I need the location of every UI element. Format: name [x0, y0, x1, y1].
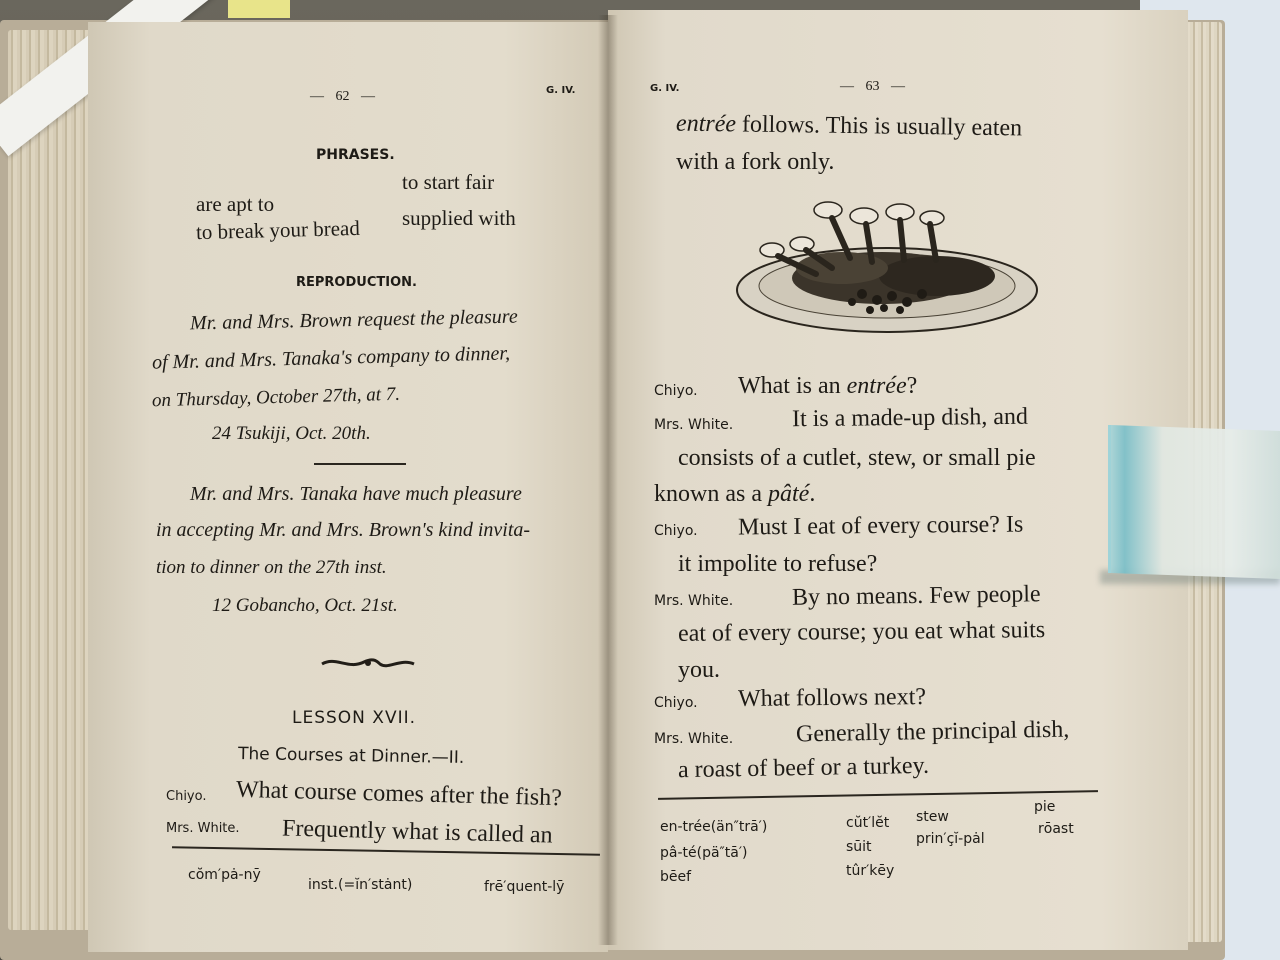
- dialogue-text: a roast of beef or a turkey.: [677, 752, 930, 784]
- page-number: 63: [865, 79, 880, 94]
- left-page: [88, 22, 608, 952]
- phrase-item: supplied with: [402, 206, 516, 230]
- invitation-address: 24 Tsukiji, Oct. 20th.: [212, 423, 371, 444]
- speaker-label: Chiyo.: [654, 523, 698, 539]
- speaker-label: Chiyo.: [654, 383, 698, 399]
- dialogue-text: It is a made-up dish, and: [791, 403, 1029, 433]
- reply-address: 12 Gobancho, Oct. 21st.: [212, 595, 398, 616]
- chapter-mark: G. IV.: [546, 85, 576, 96]
- opening-line: [676, 112, 1022, 141]
- phrase-item: to break your bread: [195, 215, 361, 245]
- book-gutter: [598, 15, 618, 945]
- reply-line: Mr. and Mrs. Tanaka have much pleasure: [190, 483, 522, 505]
- footnote-word: prin′çĭ-pȧl: [916, 831, 985, 847]
- footnote-word: tûr′kēy: [846, 863, 895, 879]
- dialogue-text: What course comes after the fish?: [235, 776, 563, 812]
- glass-page-weight: [1108, 425, 1280, 579]
- dialogue-text: Must I eat of every course? Is: [737, 511, 1024, 541]
- reply-line: tion to dinner on the 27th inst.: [156, 557, 387, 578]
- phrase-item: are apt to: [196, 192, 275, 216]
- footnote-word: pie: [1034, 799, 1056, 815]
- page-header-right: [840, 80, 905, 94]
- speaker-label: Mrs. White.: [654, 417, 734, 433]
- lesson-heading: LESSON XVII.: [292, 708, 417, 728]
- divider-rule: [314, 463, 406, 465]
- dialogue-text: Generally the principal dish,: [795, 716, 1070, 748]
- opening-line-2: with a fork only.: [676, 149, 835, 175]
- dialogue-text: known as a pâté.: [654, 481, 816, 507]
- phrases-heading: PHRASES.: [316, 147, 395, 163]
- footnote-rule: [658, 790, 1098, 800]
- footnote-word: inst.(=ĭn′stȧnt): [308, 877, 413, 893]
- page-header-left: [310, 90, 375, 104]
- footnote-word: bēef: [660, 869, 692, 885]
- right-page: [608, 10, 1188, 950]
- invitation-line: on Thursday, October 27th, at 7.: [151, 383, 401, 412]
- footnote-word: cŭt′lĕt: [846, 815, 890, 831]
- page-number: 62: [335, 89, 350, 104]
- footnote-word: stew: [916, 809, 949, 825]
- italic-term: pâté: [767, 481, 810, 507]
- page-edges-left: [8, 30, 98, 930]
- speaker-label: Mrs. White.: [654, 593, 734, 609]
- sticky-note: [228, 0, 290, 18]
- dialogue-text: By no means. Few people: [791, 581, 1041, 611]
- dash-left: —: [310, 89, 324, 104]
- footnote-word: cŏm′pȧ-nȳ: [188, 867, 261, 883]
- dialogue-text: you.: [678, 657, 720, 683]
- dialogue-text: consists of a cutlet, stew, or small pie: [678, 445, 1036, 471]
- footnote-word: en-trée(än″trā′): [660, 819, 768, 835]
- opening-rest: follows. This is usually eaten: [735, 111, 1023, 142]
- chapter-mark: G. IV.: [650, 83, 680, 94]
- dialogue-text: What is an entrée?: [738, 373, 918, 399]
- dialogue-text: What follows next?: [737, 684, 927, 712]
- phrase-item: to start fair: [402, 170, 495, 194]
- speaker-label: Chiyo.: [166, 789, 207, 804]
- dash-right: —: [891, 79, 905, 94]
- invitation-line: of Mr. and Mrs. Tanaka's company to dinner,: [151, 342, 511, 374]
- footnote-word: rōast: [1038, 821, 1074, 837]
- opening-italic-word: entrée: [675, 110, 737, 138]
- dash-right: —: [361, 89, 375, 104]
- footnote-word: frē′quent-lȳ: [484, 879, 565, 895]
- speaker-label: Chiyo.: [654, 695, 698, 711]
- speaker-label: Mrs. White.: [654, 731, 734, 747]
- dialogue-text: Frequently what is called an: [281, 815, 553, 849]
- lesson-title: The Courses at Dinner.—II.: [237, 744, 465, 768]
- dash-left: —: [840, 79, 854, 94]
- footnote-word: sūit: [846, 839, 872, 855]
- dialogue-text: eat of every course; you eat what suits: [677, 617, 1046, 647]
- plate-of-entree-illustration: [732, 198, 1042, 348]
- dialogue-text: it impolite to refuse?: [678, 551, 878, 577]
- speaker-label: Mrs. White.: [166, 821, 240, 836]
- ornament-flourish: [318, 652, 418, 674]
- footnote-word: pâ-té(pä″tā′): [660, 845, 748, 861]
- invitation-line: Mr. and Mrs. Brown request the pleasure: [189, 305, 518, 335]
- reproduction-heading: REPRODUCTION.: [296, 275, 417, 290]
- italic-term: entrée: [846, 373, 907, 399]
- reply-line: in accepting Mr. and Mrs. Brown's kind invita-: [156, 519, 531, 541]
